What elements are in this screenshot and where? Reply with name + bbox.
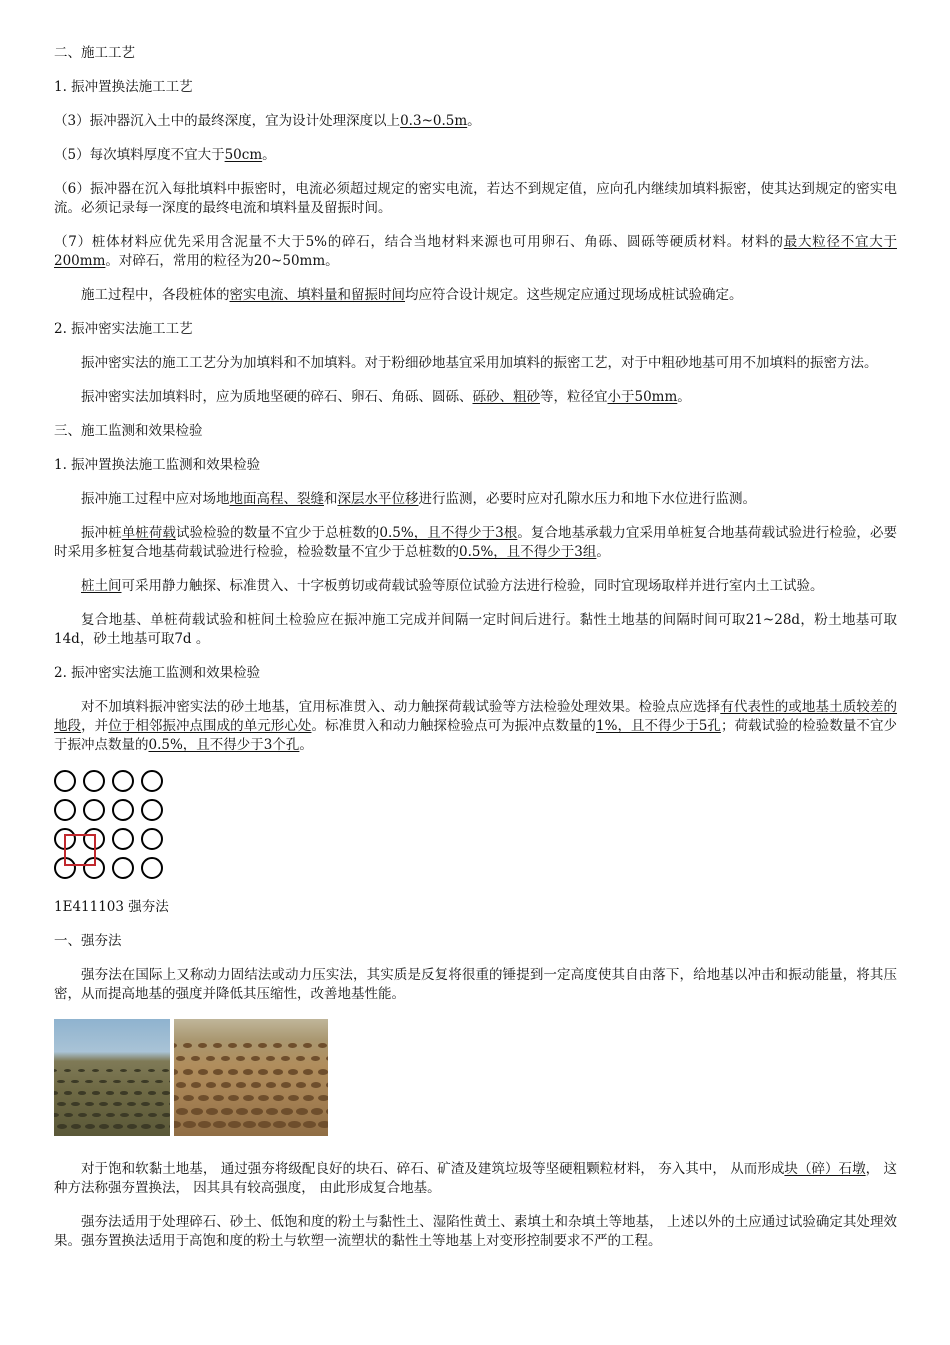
crater-mark bbox=[64, 1091, 72, 1095]
crater-mark bbox=[191, 1082, 202, 1088]
vibro-point-circle bbox=[112, 857, 134, 879]
crater-mark bbox=[281, 1082, 292, 1088]
crater-mark bbox=[206, 1056, 216, 1061]
monitoring-paragraph-4: 复合地基、单桩荷载试验和桩间土检验应在振冲施工完成并间隔一定时间后进行。黏性土地基的间隔时间可取21~28d，粉土地基可取14d，砂土地基可取7d 。 bbox=[54, 612, 897, 647]
crater-mark bbox=[266, 1056, 276, 1061]
crater-mark bbox=[155, 1124, 165, 1129]
crater-mark bbox=[169, 1080, 170, 1083]
crater-mark bbox=[113, 1124, 123, 1129]
crater-mark bbox=[71, 1124, 81, 1129]
crater-mark bbox=[243, 1043, 252, 1048]
crater-mark bbox=[134, 1113, 143, 1117]
item-3: （3）振冲器沉入土中的最终深度，宜为设计处理深度以上0.3~0.5m。 bbox=[54, 113, 481, 129]
monitoring-paragraph-3: 桩土间可采用静力触探、标准贯入、十字板剪切或荷载试验等原位试验方法进行检验，同时宜现场取样并进行室内土工试验。 bbox=[81, 578, 824, 594]
crater-mark bbox=[64, 1113, 73, 1117]
vibro-point-circle bbox=[54, 770, 76, 792]
crater-mark bbox=[106, 1069, 113, 1072]
vibro-point-circle bbox=[141, 770, 163, 792]
vibro-point-circle bbox=[54, 799, 76, 821]
crater-mark bbox=[78, 1091, 86, 1095]
tamping-paragraph-3: 强夯法适用于处理碎石、砂土、低饱和度的粉土与黏性土、湿陷性黄土、素填土和杂填土等地基， 上述以外的土应通过试验确定其处理效果。强夯置换法适用于高饱和度的粉土与软塑一流塑状的黏性土等地基上对变形控制要求不严的工程。 bbox=[54, 1214, 897, 1249]
crater-mark bbox=[281, 1056, 291, 1061]
dense-paragraph-1: 振冲密实法的施工工艺分为加填料和不加填料。对于粉细砂地基宜采用加填料的振密工艺，对于中粗砂地基可用不加填料的振密方法。 bbox=[81, 355, 878, 371]
crater-mark bbox=[127, 1102, 136, 1106]
crater-mark bbox=[206, 1108, 218, 1115]
crater-mark bbox=[191, 1108, 203, 1115]
crater-mark bbox=[318, 1069, 328, 1075]
vibro-point-circle bbox=[141, 828, 163, 850]
crater-mark bbox=[281, 1108, 293, 1115]
crater-mark bbox=[174, 1121, 181, 1128]
crater-mark bbox=[273, 1121, 286, 1128]
section-3-heading: 三、施工监测和效果检验 bbox=[54, 423, 203, 439]
crater-mark bbox=[228, 1069, 238, 1075]
crater-mark bbox=[148, 1069, 155, 1072]
crater-mark bbox=[78, 1113, 87, 1117]
vibro-point-circle bbox=[141, 857, 163, 879]
crater-mark bbox=[228, 1043, 237, 1048]
crater-mark bbox=[303, 1121, 316, 1128]
vibro-point-circle bbox=[112, 828, 134, 850]
monitoring-paragraph-2: 振冲桩单桩荷载试验检验的数量不宜少于总桩数的0.5%，且不得少于3根。复合地基承载力宜采用单桩复合地基荷载试验进行检验，必要时采用多桩复合地基荷载试验进行检验，检验数量不宜少于总桩数的0.5%，且不得少于3组。 bbox=[54, 525, 898, 560]
crater-mark bbox=[183, 1043, 192, 1048]
crater-mark bbox=[303, 1043, 312, 1048]
crater-mark bbox=[228, 1095, 239, 1101]
crater-mark bbox=[288, 1121, 301, 1128]
crater-mark bbox=[176, 1082, 187, 1088]
crater-mark bbox=[169, 1102, 170, 1106]
photo-row bbox=[54, 1019, 897, 1136]
crater-mark bbox=[134, 1091, 142, 1095]
crater-mark bbox=[228, 1121, 241, 1128]
subsection-2-1-heading: 1. 振冲置换法施工工艺 bbox=[54, 79, 193, 95]
process-paragraph: 施工过程中，各段桩体的密实电流、填料量和留振时间均应符合设计规定。这些规定应通过现场成桩试验确定。 bbox=[81, 287, 743, 303]
crater-mark bbox=[106, 1091, 114, 1095]
vibro-point-circle bbox=[83, 799, 105, 821]
vibro-point-grid-diagram bbox=[54, 770, 164, 880]
crater-mark bbox=[162, 1091, 170, 1095]
test-point-square bbox=[64, 834, 96, 866]
crater-mark bbox=[141, 1080, 149, 1083]
crater-mark bbox=[258, 1095, 269, 1101]
crater-mark bbox=[54, 1113, 59, 1117]
crater-mark bbox=[174, 1043, 177, 1048]
crater-mark bbox=[198, 1069, 208, 1075]
crater-mark bbox=[174, 1069, 178, 1075]
item-7: （7）桩体材料应优先采用含泥量不大于5%的碎石，结合当地材料来源也可用卵石、角砾、圆砾等硬质材料。材料的最大粒径不宜大于200mm。对碎石，常用的粒径为20~50mm。 bbox=[54, 234, 897, 269]
crater-mark bbox=[120, 1113, 129, 1117]
crater-mark bbox=[71, 1080, 79, 1083]
item-5: （5）每次填料厚度不宜大于50cm。 bbox=[54, 147, 276, 163]
crater-mark bbox=[206, 1082, 217, 1088]
crater-mark bbox=[318, 1043, 327, 1048]
crater-mark bbox=[92, 1091, 100, 1095]
crater-mark bbox=[113, 1102, 122, 1106]
site-photo-craters-image bbox=[174, 1019, 328, 1136]
crater-mark bbox=[183, 1121, 196, 1128]
site-photo-crane-image bbox=[54, 1019, 170, 1136]
crater-mark bbox=[258, 1069, 268, 1075]
vibro-point-circle bbox=[112, 770, 134, 792]
subsection-3-1-heading: 1. 振冲置换法施工监测和效果检验 bbox=[54, 457, 261, 473]
crater-mark bbox=[99, 1124, 109, 1129]
crater-mark bbox=[266, 1108, 278, 1115]
crater-mark bbox=[273, 1043, 282, 1048]
crater-mark bbox=[120, 1091, 128, 1095]
crater-mark bbox=[113, 1080, 121, 1083]
crater-mark bbox=[303, 1095, 314, 1101]
crater-mark bbox=[85, 1080, 93, 1083]
dense-paragraph-2: 振冲密实法加填料时，应为质地坚硬的碎石、卵石、角砾、圆砾、砾砂、粗砂等，粒径宜小于50mm。 bbox=[81, 389, 691, 405]
crater-mark bbox=[326, 1082, 329, 1088]
crater-mark bbox=[120, 1069, 127, 1072]
vibro-point-circle bbox=[112, 799, 134, 821]
crater-mark bbox=[57, 1080, 65, 1083]
crater-mark bbox=[78, 1069, 85, 1072]
crater-mark bbox=[296, 1056, 306, 1061]
crater-mark bbox=[198, 1043, 207, 1048]
crater-mark bbox=[127, 1080, 135, 1083]
crater-mark bbox=[311, 1082, 322, 1088]
crater-mark bbox=[92, 1113, 101, 1117]
document-page bbox=[54, 44, 897, 1266]
crater-mark bbox=[213, 1069, 223, 1075]
crater-mark bbox=[288, 1069, 298, 1075]
crater-mark bbox=[296, 1108, 308, 1115]
crater-mark bbox=[236, 1056, 246, 1061]
subsection-3-2-heading: 2. 振冲密实法施工监测和效果检验 bbox=[54, 665, 261, 681]
crater-mark bbox=[176, 1108, 188, 1115]
crater-mark bbox=[303, 1069, 313, 1075]
crater-mark bbox=[311, 1056, 321, 1061]
crater-mark bbox=[236, 1082, 247, 1088]
crater-mark bbox=[148, 1113, 157, 1117]
crater-mark bbox=[213, 1043, 222, 1048]
crater-mark bbox=[311, 1108, 323, 1115]
crater-mark bbox=[99, 1080, 107, 1083]
vibro-point-circle bbox=[141, 799, 163, 821]
crater-mark bbox=[213, 1121, 226, 1128]
crater-mark bbox=[85, 1124, 95, 1129]
crater-mark bbox=[141, 1124, 151, 1129]
crater-mark bbox=[127, 1124, 137, 1129]
crater-mark bbox=[155, 1102, 164, 1106]
crater-mark bbox=[191, 1056, 201, 1061]
crater-mark bbox=[288, 1043, 297, 1048]
monitoring-paragraph-1: 振冲施工过程中应对场地地面高程、裂缝和深层水平位移进行监测，必要时应对孔隙水压力和地下水位进行监测。 bbox=[81, 491, 756, 507]
crater-mark bbox=[243, 1069, 253, 1075]
crater-mark bbox=[183, 1069, 193, 1075]
crater-mark bbox=[213, 1095, 224, 1101]
crater-mark bbox=[326, 1056, 329, 1061]
crater-mark bbox=[326, 1108, 329, 1115]
crater-mark bbox=[155, 1080, 163, 1083]
crater-mark bbox=[174, 1095, 179, 1101]
crater-mark bbox=[57, 1124, 67, 1129]
crater-mark bbox=[221, 1108, 233, 1115]
crater-mark bbox=[221, 1082, 232, 1088]
section-2-heading: 二、施工工艺 bbox=[54, 45, 135, 61]
item-6: （6）振冲器在沉入每批填料中振密时，电流必须超过规定的密实电流，若达不到规定值，应向孔内继续加填料振密，使其达到规定的密实电流。必须记录每一深度的最终电流和填料量及留振时间。 bbox=[54, 181, 897, 216]
crater-mark bbox=[243, 1121, 256, 1128]
crater-mark bbox=[148, 1091, 156, 1095]
crater-mark bbox=[251, 1108, 263, 1115]
crater-mark bbox=[258, 1121, 271, 1128]
crater-mark bbox=[54, 1091, 58, 1095]
crater-mark bbox=[141, 1102, 150, 1106]
crater-mark bbox=[318, 1095, 328, 1101]
crater-mark bbox=[251, 1056, 261, 1061]
crater-mark bbox=[162, 1113, 170, 1117]
crater-mark bbox=[106, 1113, 115, 1117]
crater-mark bbox=[64, 1069, 71, 1072]
crater-mark bbox=[236, 1108, 248, 1115]
crater-mark bbox=[251, 1082, 262, 1088]
crater-mark bbox=[71, 1102, 80, 1106]
crater-mark bbox=[318, 1121, 328, 1128]
crater-mark bbox=[99, 1102, 108, 1106]
crater-mark bbox=[273, 1095, 284, 1101]
crater-mark bbox=[198, 1121, 211, 1128]
crater-mark bbox=[296, 1082, 307, 1088]
crater-mark bbox=[273, 1069, 283, 1075]
vibro-point-circle bbox=[83, 770, 105, 792]
crater-mark bbox=[85, 1102, 94, 1106]
crater-mark bbox=[169, 1124, 170, 1129]
crater-mark bbox=[54, 1069, 57, 1072]
crater-mark bbox=[162, 1069, 169, 1072]
section-id-heading: 1E411103 强夯法 bbox=[54, 899, 169, 915]
crater-mark bbox=[198, 1095, 209, 1101]
crater-mark bbox=[134, 1069, 141, 1072]
crater-mark bbox=[92, 1069, 99, 1072]
tamping-paragraph-2: 对于饱和软黏土地基， 通过强夯将级配良好的块石、碎石、矿渣及建筑垃圾等坚硬粗颗粒材料， 夯入其中， 从而形成块（碎）石墩， 这种方法称强夯置换法， 因其具有较高强度， 由此形成复合地基。 bbox=[54, 1161, 898, 1196]
dynamic-compaction-heading: 一、强夯法 bbox=[54, 933, 122, 949]
crater-mark bbox=[288, 1095, 299, 1101]
crater-mark bbox=[243, 1095, 254, 1101]
tamping-paragraph-1: 强夯法在国际上又称动力固结法或动力压实法，其实质是反复将很重的锤提到一定高度使其自由落下，给地基以冲击和振动能量，将其压密，从而提高地基的强度并降低其压缩性，改善地基性能。 bbox=[54, 967, 897, 1002]
crater-mark bbox=[266, 1082, 277, 1088]
monitoring-paragraph-5: 对不加填料振冲密实法的砂土地基，宜用标准贯入、动力触探荷载试验等方法检验处理效果。检验点应选择有代表性的或地基土质较差的地段，并位于相邻振冲点围成的单元形心处。标准贯入和动力触探检验点可为振冲点数量的1%，且不得少于5孔；荷载试验的检验数量不宜少于振冲点数量的0.5%，且不得少于3个孔。 bbox=[54, 699, 898, 753]
crater-mark bbox=[183, 1095, 194, 1101]
crater-mark bbox=[176, 1056, 186, 1061]
subsection-2-2-heading: 2. 振冲密实法施工工艺 bbox=[54, 321, 193, 337]
crater-mark bbox=[57, 1102, 66, 1106]
crater-mark bbox=[221, 1056, 231, 1061]
crater-mark bbox=[258, 1043, 267, 1048]
